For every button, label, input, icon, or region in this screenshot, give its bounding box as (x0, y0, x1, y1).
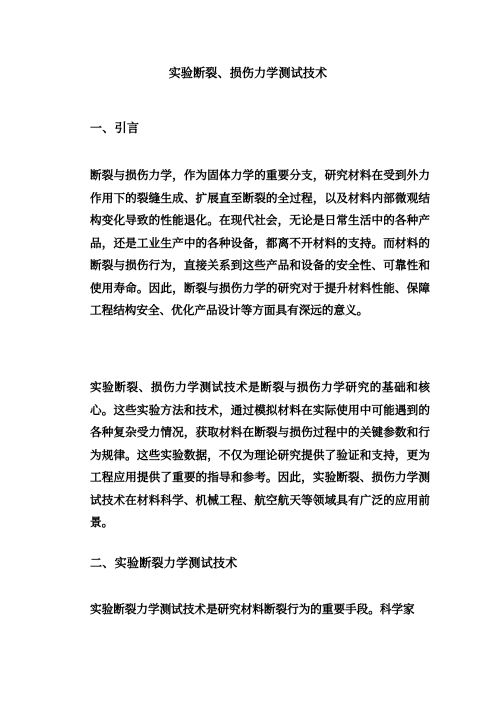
paragraph-text: 断裂与损伤力学，作为固体力学的重要分支，研究材料在受到外力作用下的裂缝生成、扩展直至断裂的全过程，以及材料内部微观结构变化导致的性能退化。在现代社会，无论是日常生活中的各种产品，还是工业生产中的各种设备，都离不开材料的支持。而材料的断裂与损伤行为，直接关系到这些产品和设备的安全性、可靠性和使用寿命。因此，断裂与损伤力学的研究对于提升材料性能、保障工程结构安全、优化产品设计等方面具有深远的意义。 (90, 168, 430, 317)
paragraph-text: 实验断裂力学测试技术是研究材料断裂行为的重要手段。科学家 (90, 602, 415, 616)
paragraph-fracture-testing-1 (90, 598, 430, 621)
paragraph-introduction-2 (90, 376, 430, 534)
section-heading-fracture-testing: 二、实验断裂力学测试技术 (90, 556, 238, 570)
document-title: 实验断裂、损伤力学测试技术 (168, 66, 328, 80)
paragraph-introduction-1 (90, 164, 430, 322)
paragraph-text: 实验断裂、损伤力学测试技术是断裂与损伤力学研究的基础和核心。这些实验方法和技术，通过模拟材料在实际使用中可能遇到的各种复杂受力情况，获取材料在断裂与损伤过程中的关键参数和行为规律。这些实验数据，不仅为理论研究提供了验证和支持，更为工程应用提供了重要的指导和参考。因此，实验断裂、损伤力学测试技术在材料科学、机械工程、航空航天等领域具有广泛的应用前景。 (90, 380, 430, 529)
section-heading-introduction: 一、引言 (90, 121, 140, 135)
